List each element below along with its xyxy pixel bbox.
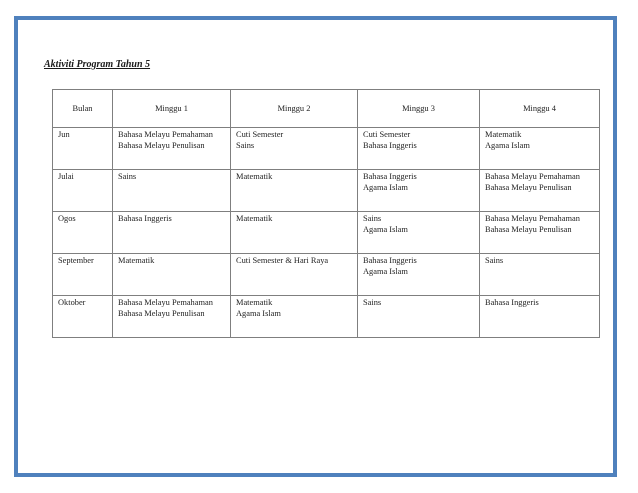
header-row	[53, 90, 600, 128]
week-4-cell	[480, 170, 600, 212]
table-header	[53, 90, 600, 128]
subject-text: Matematik	[236, 214, 273, 223]
subject-text: Bahasa Melayu Pemahaman	[485, 214, 580, 223]
table-row	[53, 128, 600, 170]
week-2-cell	[231, 296, 358, 338]
subject-text: Sains	[118, 172, 137, 181]
week-2-cell	[231, 128, 358, 170]
table-row	[53, 296, 600, 338]
subject-text: Matematik	[236, 298, 273, 307]
table-row	[53, 254, 600, 296]
subject-text: Cuti Semester & Hari Raya	[236, 256, 329, 265]
subject-text: Agama Islam	[363, 183, 408, 192]
header-minggu-2: Minggu 2	[231, 90, 358, 128]
subject-text: Sains	[236, 141, 255, 150]
week-1-cell	[113, 254, 231, 296]
week-1-cell	[113, 170, 231, 212]
subject-text: Sains	[363, 298, 382, 307]
month-cell: Ogos	[53, 212, 113, 254]
week-4-cell	[480, 254, 600, 296]
subject-text: Bahasa Inggeris	[118, 214, 172, 223]
header-minggu-3: Minggu 3	[358, 90, 480, 128]
week-3-cell	[358, 296, 480, 338]
week-3-cell	[358, 170, 480, 212]
schedule-table	[52, 89, 600, 338]
subject-text: Bahasa Inggeris	[363, 172, 417, 181]
subject-text: Bahasa Melayu Pemahaman	[118, 298, 213, 307]
week-4-cell	[480, 212, 600, 254]
table-body	[53, 128, 600, 338]
week-2-cell	[231, 212, 358, 254]
subject-text: Bahasa Inggeris	[485, 298, 539, 307]
week-2-cell	[231, 170, 358, 212]
subject-text: Agama Islam	[236, 309, 281, 318]
week-1-cell	[113, 296, 231, 338]
table-row	[53, 170, 600, 212]
subject-text: Matematik	[236, 172, 273, 181]
subject-text: Agama Islam	[485, 141, 530, 150]
header-bulan: Bulan	[53, 90, 113, 128]
header-minggu-1: Minggu 1	[113, 90, 231, 128]
week-3-cell	[358, 254, 480, 296]
subject-text: Matematik	[485, 130, 522, 139]
table-row	[53, 212, 600, 254]
week-2-cell	[231, 254, 358, 296]
subject-text: Sains	[363, 214, 382, 223]
subject-text: Bahasa Inggeris	[363, 256, 417, 265]
document-title: Aktiviti Program Tahun 5	[44, 59, 151, 70]
subject-text: Cuti Semester	[363, 130, 411, 139]
week-3-cell	[358, 128, 480, 170]
subject-text: Matematik	[118, 256, 155, 265]
subject-text: Bahasa Melayu Pemahaman	[485, 172, 580, 181]
subject-text: Sains	[485, 256, 504, 265]
subject-text: Agama Islam	[363, 225, 408, 234]
week-3-cell	[358, 212, 480, 254]
subject-text: Bahasa Melayu Penulisan	[118, 309, 205, 318]
header-minggu-4: Minggu 4	[480, 90, 600, 128]
week-1-cell	[113, 128, 231, 170]
subject-text: Bahasa Inggeris	[363, 141, 417, 150]
subject-text: Agama Islam	[363, 267, 408, 276]
week-1-cell	[113, 212, 231, 254]
subject-text: Bahasa Melayu Penulisan	[485, 225, 572, 234]
month-cell: September	[53, 254, 113, 296]
month-cell: Julai	[53, 170, 113, 212]
subject-text: Bahasa Melayu Penulisan	[118, 141, 205, 150]
subject-text: Bahasa Melayu Pemahaman	[118, 130, 213, 139]
week-4-cell	[480, 128, 600, 170]
subject-text: Bahasa Melayu Penulisan	[485, 183, 572, 192]
month-cell: Jun	[53, 128, 113, 170]
subject-text: Cuti Semester	[236, 130, 284, 139]
week-4-cell	[480, 296, 600, 338]
month-cell: Oktober	[53, 296, 113, 338]
